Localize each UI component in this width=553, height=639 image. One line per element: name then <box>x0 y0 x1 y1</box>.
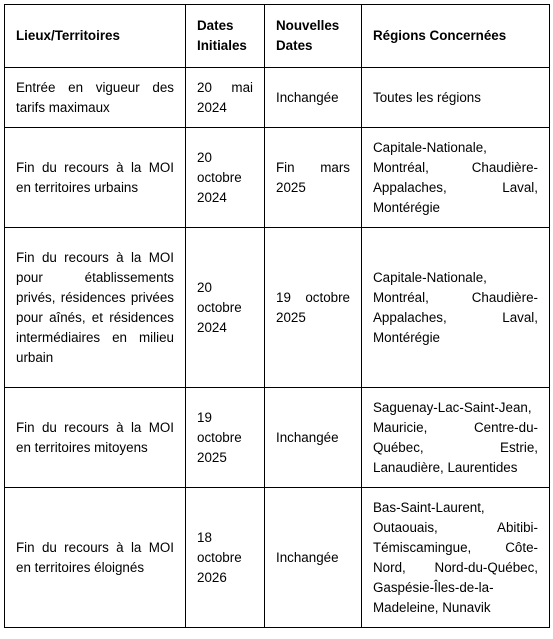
header-regions: Régions Concernées <box>362 5 550 68</box>
cell-nouvelle-date: Inchangée <box>265 488 362 628</box>
cell-lieu: Fin du recours à la MOI pour établissements privés, résidences privées pour aînés, et résidences intermédiaires en milieu urbain <box>5 228 186 388</box>
header-nouvelles-dates: Nouvelles Dates <box>265 5 362 68</box>
cell-regions: Bas-Saint-Laurent, Outaouais, Abitibi-Témiscamingue, Côte-Nord, Nord-du-Québec, Gaspésie-Îles-de-la-Madeleine, Nunavik <box>362 488 550 628</box>
cell-regions: Capitale-Nationale, Montréal, Chaudière-Appalaches, Laval, Montérégie <box>362 128 550 228</box>
header-lieux: Lieux/Territoires <box>5 5 186 68</box>
cell-nouvelle-date: 19 octobre 2025 <box>265 228 362 388</box>
header-dates-initiales: Dates Initiales <box>186 5 265 68</box>
cell-regions: Saguenay-Lac-Saint-Jean, Mauricie, Centre-du-Québec, Estrie, Lanaudière, Laurentides <box>362 388 550 488</box>
table-header-row <box>5 5 550 68</box>
table-row <box>5 228 550 388</box>
dates-table <box>4 4 550 628</box>
cell-date-initiale: 18 octobre 2026 <box>186 488 265 628</box>
cell-regions: Capitale-Nationale, Montréal, Chaudière-Appalaches, Laval, Montérégie <box>362 228 550 388</box>
cell-date-initiale: 19 octobre 2025 <box>186 388 265 488</box>
table-row <box>5 388 550 488</box>
cell-lieu: Fin du recours à la MOI en territoires urbains <box>5 128 186 228</box>
cell-nouvelle-date: Fin mars 2025 <box>265 128 362 228</box>
cell-nouvelle-date: Inchangée <box>265 388 362 488</box>
cell-lieu: Fin du recours à la MOI en territoires mitoyens <box>5 388 186 488</box>
cell-lieu: Fin du recours à la MOI en territoires éloignés <box>5 488 186 628</box>
table-row <box>5 128 550 228</box>
cell-date-initiale: 20 octobre 2024 <box>186 128 265 228</box>
cell-lieu: Entrée en vigueur des tarifs maximaux <box>5 68 186 128</box>
cell-date-initiale: 20 mai 2024 <box>186 68 265 128</box>
cell-date-initiale: 20 octobre 2024 <box>186 228 265 388</box>
table-row <box>5 68 550 128</box>
table-row <box>5 488 550 628</box>
cell-nouvelle-date: Inchangée <box>265 68 362 128</box>
cell-regions: Toutes les régions <box>362 68 550 128</box>
